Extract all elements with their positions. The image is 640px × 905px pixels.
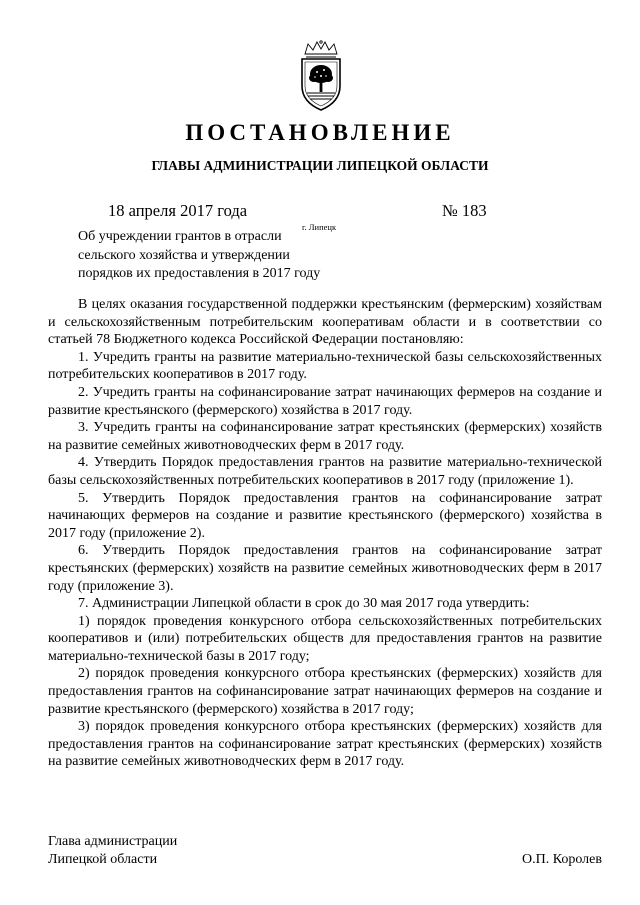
signatory-name: О.П. Королев [522, 852, 602, 867]
document-subject [78, 228, 358, 284]
document-date: 18 апреля 2017 года [108, 201, 248, 220]
subject-line: порядков их предоставления в 2017 году [78, 266, 321, 281]
body-subparagraph: 3) порядок проведения конкурсного отбора крестьянских (фермерских) хозяйств для предоставления грантов на софинансирование затрат крестьянских (фермерских) хозяйств на развитие семейных животноводческих ферм в 2017 году. [48, 719, 602, 770]
body-paragraph: 6. Утвердить Порядок предоставления грантов на софинансирование затрат крестьянских (фермерских) хозяйств на развитие семейных животноводческих ферм в 2017 году (приложение 3). [48, 543, 602, 594]
body-paragraph: 4. Утвердить Порядок предоставления грантов на развитие материально-технической базы сельскохозяйственных потребительских кооперативов в 2017 году (приложение 1). [48, 455, 602, 488]
signatory-position: Глава администрации [48, 834, 178, 849]
signatory-region: Липецкой области [48, 852, 158, 867]
body-paragraph: 1. Учредить гранты на развитие материально-технической базы сельскохозяйственных потребительских кооперативов в 2017 году. [48, 349, 602, 383]
lipetsk-coat-of-arms-icon [295, 40, 347, 112]
preamble-paragraph: В целях оказания государственной поддержки крестьянским (фермерским) хозяйствам и сельскохозяйственным потребительским кооперативам области и в соответствии со статьей 78 Бюджетного кодекса Российской Федерации постановляю: [48, 297, 602, 348]
body-subparagraph: 1) порядок проведения конкурсного отбора сельскохозяйственных потребительских кооперативов и (или) потребительских обществ для предоставления грантов на развитие материально-технической базы в 2017 году; [48, 613, 602, 664]
issuing-authority: ГЛАВЫ АДМИНИСТРАЦИИ ЛИПЕЦКОЙ ОБЛАСТИ [151, 158, 489, 173]
document-title: ПОСТАНОВЛЕНИЕ [185, 120, 455, 145]
signature-block [48, 833, 602, 869]
body-paragraph: 2. Учредить гранты на софинансирование затрат начинающих фермеров на создание и развитие крестьянского (фермерского) хозяйства в 2017 году. [48, 384, 602, 418]
document-city: г. Липецк [302, 222, 337, 232]
document-number: № 183 [442, 201, 487, 220]
body-paragraph: 7. Администрации Липецкой области в срок до 30 мая 2017 года утвердить: [78, 596, 530, 612]
subject-line: сельского хозяйства и утверждении [78, 247, 290, 263]
body-paragraph: 3. Учредить гранты на софинансирование затрат крестьянских (фермерских) хозяйств на развитие семейных животноводческих ферм в 2017 году. [48, 420, 602, 453]
body-subparagraph: 2) порядок проведения конкурсного отбора крестьянских (фермерских) хозяйств для предоставления грантов на софинансирование затрат начинающих фермеров на создание и развитие крестьянского (фермерского) хозяйства в 2017 году; [48, 666, 602, 717]
body-paragraph: 5. Утвердить Порядок предоставления грантов на софинансирование затрат начинающих фермеров на создание и развитие крестьянского (фермерского) хозяйства в 2017 году (приложение 2). [48, 490, 602, 541]
document-body [48, 296, 602, 771]
subject-line: Об учреждении грантов в отрасли [78, 229, 282, 244]
